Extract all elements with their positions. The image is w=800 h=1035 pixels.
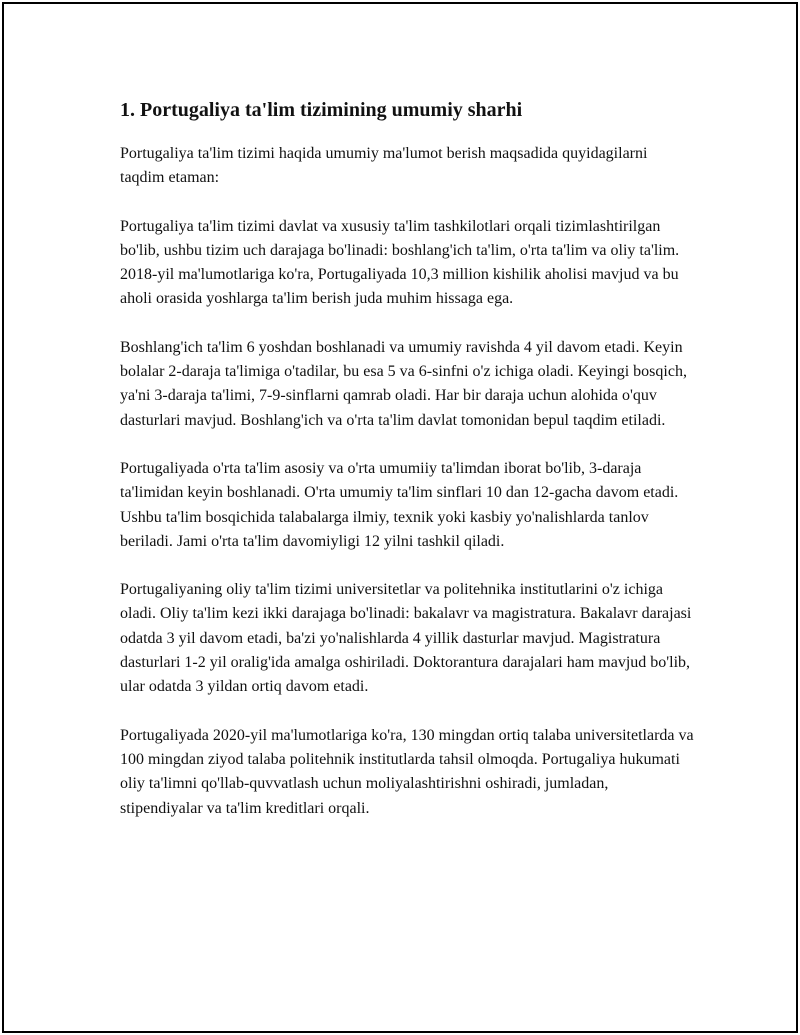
paragraph-system-overview: Portugaliya ta'lim tizimi davlat va xususiy ta'lim tashkilotlari orqali tizimlashtirilgan bo'lib, ushbu tizim uch darajaga bo'linadi: boshlang'ich ta'lim, o'rta ta'lim va oliy ta'lim. 2018-yil ma'lumotlariga ko'ra, Portugaliyada 10,3 million kishilik aholisi mavjud va bu aholi orasida yoshlarga ta'lim berish juda muhim hissaga ega.	[120, 217, 680, 308]
paragraph-higher-education: Portugaliyaning oliy ta'lim tizimi universitetlar va politehnika institutlarini o'z ichiga oladi. Oliy ta'lim kezi ikki darajaga bo'linadi: bakalavr va magistratura. Bakalavr darajasi odatda 3 yil davom etadi, ba'zi yo'nalishlarda 4 yillik dasturlar mavjud. Magistratura dasturlari 1-2 yil oralig'ida amalga oshiriladi. Doktorantura darajalari ham mavjud bo'lib, ular odatda 3 yildan ortiq davom etadi.	[120, 581, 692, 696]
paragraph-student-statistics: Portugaliyada 2020-yil ma'lumotlariga ko'ra, 130 mingdan ortiq talaba universitetlarda va 100 mingdan ziyod talaba politehnik institutlarda tahsil olmoqda. Portugaliya hukumati oliy ta'limni qo'llab-quvvatlash uchun moliyalashtirishni oshiradi, jumladan, stipendiyalar va ta'lim kreditlari orqali.	[120, 726, 694, 817]
document-content	[120, 98, 694, 845]
document-page	[2, 2, 798, 1033]
paragraph-secondary-education: Portugaliyada o'rta ta'lim asosiy va o'rta umumiiy ta'limdan iborat bo'lib, 3-daraja ta'limidan keyin boshlanadi. O'rta umumiy ta'lim sinflari 10 dan 12-gacha davom etadi. Ushbu ta'lim bosqichida talabalarga ilmiy, texnik yoki kasbiy yo'nalishlarda tanlov beriladi. Jami o'rta ta'lim davomiyligi 12 yilni tashkil qiladi.	[120, 459, 679, 550]
document-title: 1. Portugaliya ta'lim tizimining umumiy sharhi	[120, 99, 523, 121]
paragraph-primary-education: Boshlang'ich ta'lim 6 yoshdan boshlanadi va umumiy ravishda 4 yil davom etadi. Keyin bolalar 2-daraja ta'limiga o'tadilar, bu esa 5 va 6-sinfni o'z ichiga oladi. Keyingi bosqich, ya'ni 3-daraja ta'limi, 7-9-sinflarni qamrab oladi. Har bir daraja uchun alohida o'quv dasturlari mavjud. Boshlang'ich va o'rta ta'lim davlat tomonidan bepul taqdim etiladi.	[120, 338, 687, 429]
paragraph-intro: Portugaliya ta'lim tizimi haqida umumiy ma'lumot berish maqsadida quyidagilarni taqdim etaman:	[120, 145, 648, 187]
